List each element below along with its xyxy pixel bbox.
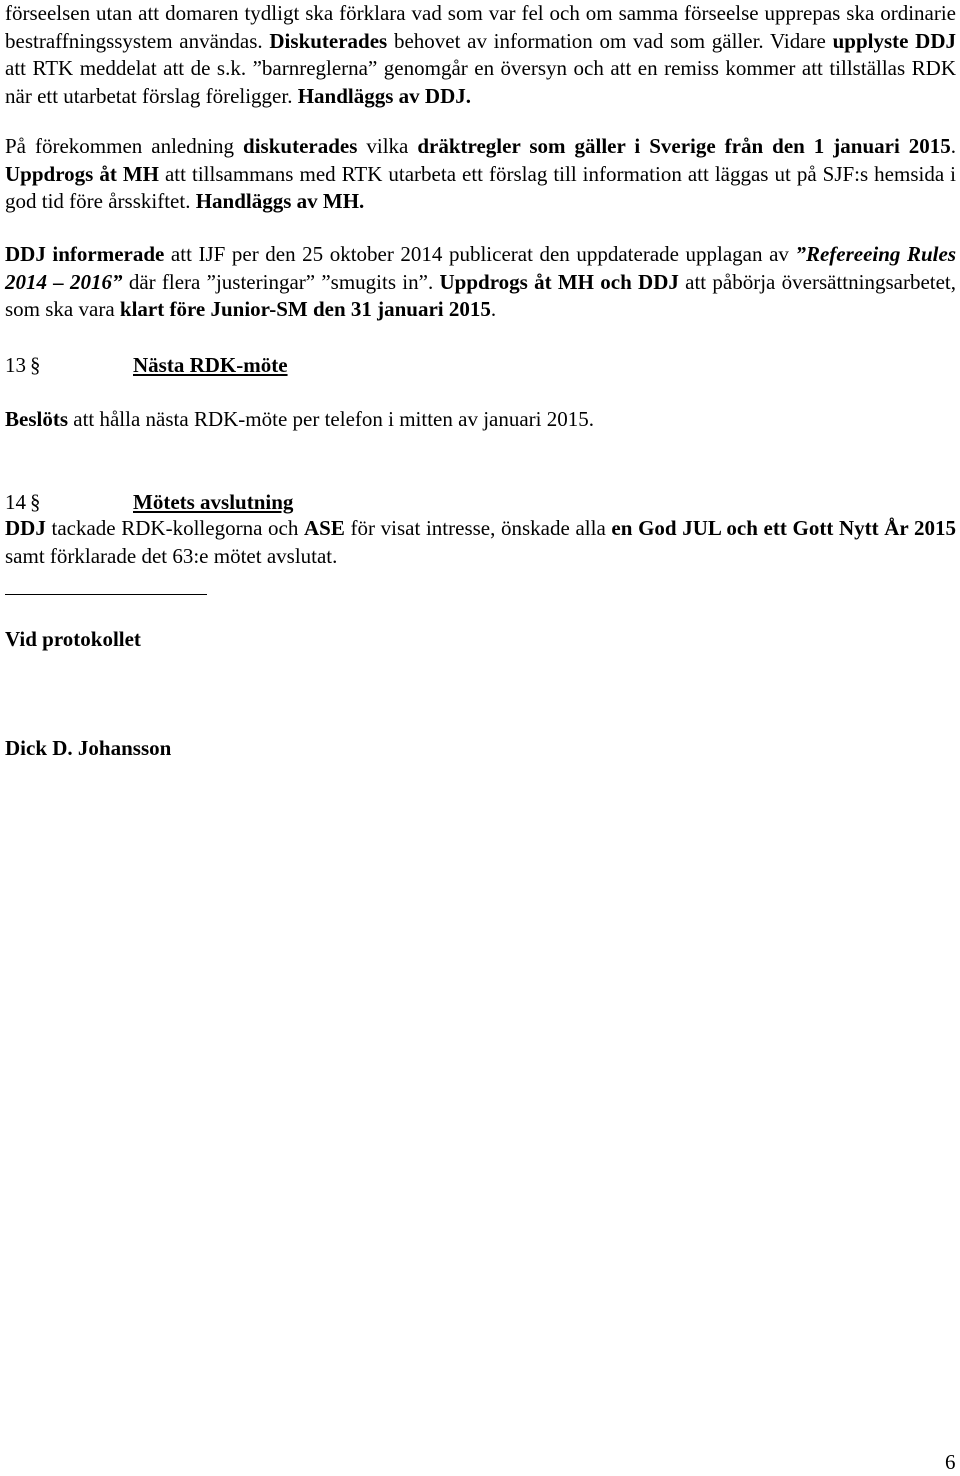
paragraph-referee-info	[5, 0, 956, 110]
text-run: tackade RDK-kollegorna och	[45, 516, 305, 540]
section-title: Mötets avslutning	[133, 490, 294, 514]
signature-divider	[5, 594, 207, 595]
minutes-label	[5, 626, 141, 654]
text-run: att tillsammans med RTK utarbeta ett förslag till information att läggas ut på SJF:s hemsida i god tid före årsskiftet.	[5, 161, 957, 213]
text-run: att hålla nästa RDK-möte per telefon i mitten av januari 2015.	[68, 407, 595, 431]
text-run: samt förklarade det 63:e mötet avslutat.	[5, 543, 338, 568]
bold-run: Uppdrogs åt MH och DDJ	[439, 269, 679, 294]
section-heading-14	[5, 489, 956, 517]
bold-run: Beslöts	[5, 407, 68, 431]
bold-italic-run: ”Refereeing Rules 2014 – 2016”	[5, 242, 956, 294]
section-symbol: §	[30, 353, 41, 377]
bold-run: DDJ informerade	[5, 242, 165, 266]
bold-run: Diskuterades	[269, 28, 388, 53]
section-title: Nästa RDK-möte	[133, 353, 288, 377]
bold-run: en God JUL och ett Gott Nytt År 2015	[611, 516, 957, 540]
section-symbol: §	[30, 490, 41, 514]
paragraph-dress-rules	[5, 133, 956, 216]
bold-run: Dick D. Johansson	[5, 736, 172, 760]
bold-run: Uppdrogs åt MH	[5, 161, 159, 186]
text-run: .	[490, 297, 497, 321]
text-run: behovet av information om vad som gäller. Vidare	[387, 28, 833, 53]
signer-name	[5, 735, 171, 763]
section-number: 13	[5, 353, 26, 377]
paragraph-refereeing-rules	[5, 241, 956, 324]
section-number: 14	[5, 490, 26, 514]
text-run: .	[950, 134, 957, 158]
text-run: förseelsen utan att domaren tydligt ska förklara vad som var fel och om samma förseelse upprepas ska ordinarie bestraffningssystem användas.	[5, 1, 956, 53]
paragraph-next-meeting	[5, 406, 956, 434]
text-run: där flera ”justeringar” ”smugits in”.	[122, 269, 440, 294]
text-run: att IJF per den 25 oktober 2014 publicerat den uppdaterade upplagan av	[164, 242, 796, 266]
text-run: för visat intresse, önskade alla	[344, 516, 612, 540]
text-run: att RTK meddelat att de s.k. ”barnreglerna” genomgår en översyn och att en remiss kommer att tillställas RDK när ett utarbetat förslag föreligger.	[5, 56, 956, 108]
bold-run: Handläggs av DDJ.	[297, 83, 471, 108]
text-run: vilka	[357, 134, 418, 158]
text-run: att påbörja översättningsarbetet, som ska vara	[5, 269, 957, 321]
bold-run: Vid protokollet	[5, 627, 141, 651]
bold-run: klart före Junior-SM den 31 januari 2015	[119, 297, 491, 321]
bold-run: ASE	[304, 516, 345, 540]
bold-run: upplyste DDJ	[832, 28, 956, 53]
page-number: 6	[945, 1450, 956, 1474]
section-heading-13	[5, 352, 956, 380]
bold-run: dräktregler som gäller i Sverige från den 1 januari 2015	[417, 134, 951, 158]
paragraph-closing	[5, 515, 956, 570]
document-page	[5, 0, 957, 1474]
bold-run: DDJ	[5, 516, 46, 540]
bold-run: Handläggs av MH.	[195, 189, 365, 213]
bold-run: diskuterades	[243, 134, 358, 158]
text-run: På förekommen anledning	[5, 134, 244, 158]
